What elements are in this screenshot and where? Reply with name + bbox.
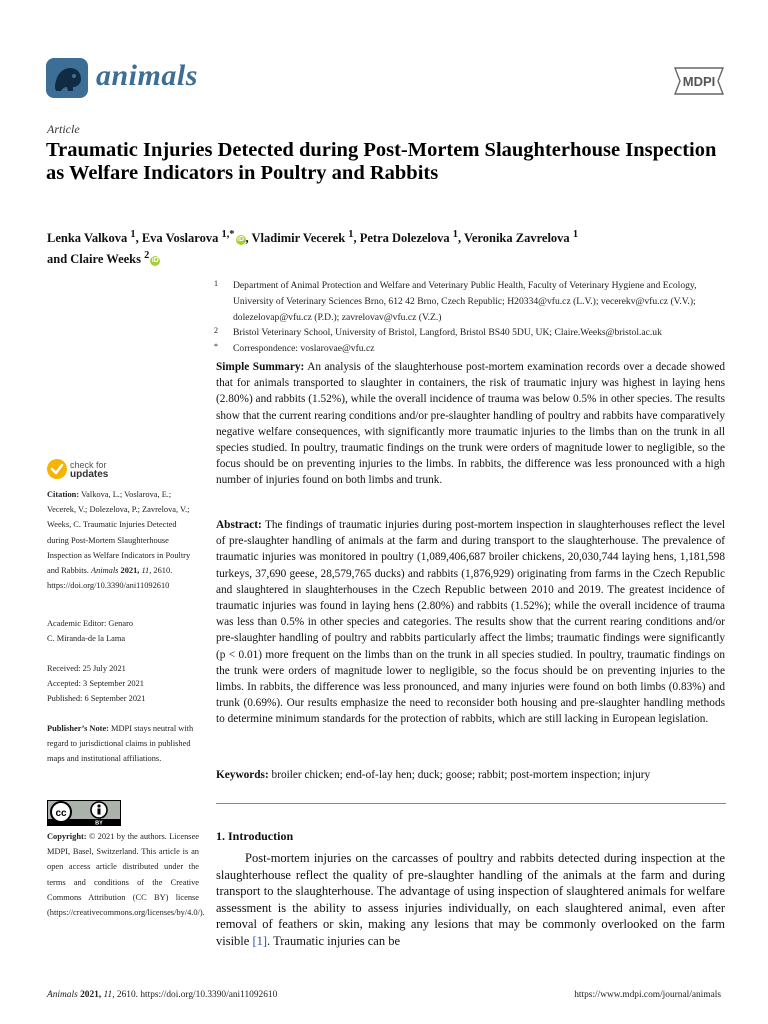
svg-text:BY: BY (95, 820, 103, 826)
published-date: Published: 6 September 2021 (47, 694, 146, 704)
received-date: Received: 25 July 2021 (47, 664, 126, 673)
author[interactable]: Vladimir Vecerek $^1$ (251, 229, 354, 246)
paper-title: Traumatic Injuries Detected during Post-Mortem Slaughterhouse Inspection as Welfare Indicators in Poultry and Rabbits (46, 139, 717, 184)
intro-heading: 1. Introduction (216, 829, 294, 843)
simple-summary (216, 359, 725, 489)
abstract (216, 517, 725, 728)
simple-summary-label: Simple Summary: (216, 361, 305, 373)
affiliation-1: 1 Department of Animal Protection and Welfare and Veterinary Public Health, Faculty of Veterinary Hygiene and Ecology, University of Veterinary Sciences Brno, 612 42 Brno, Czech Republic; H20334@vfu.cz (L.V.); vecerekv@vfu.cz (V.V.); dolezelovap@vfu.cz (P.D.); zavrelovav@vfu.cz (V.Z.) (214, 279, 697, 323)
check-updates-icon (46, 458, 68, 480)
correspondence: * Correspondence: voslarovae@vfu.cz (214, 342, 375, 355)
publication-dates (47, 661, 199, 707)
author[interactable]: Veronika Zavrelova $^1$ (464, 229, 579, 246)
citation-block: Citation: Valkova, L.; Voslarova, E.; Vecerek, V.; Dolezelova, P.; Zavrelova, V.; Weeks, C. Traumatic Injuries Detected during Post-Mortem Slaughterhouse Inspection as Welfare Indicators in Poultry and Rabbits. Animals 2021, 11, 2610. https://doi.org/10.3390/ani11092610 (47, 490, 191, 591)
article-type: Article (47, 122, 80, 136)
affiliation-2: 2 Bristol Veterinary School, University of Bristol, Langford, Bristol BS40 5DU, UK; Claire.Weeks@bristol.ac.uk (214, 326, 662, 339)
author[interactable]: and Claire Weeks $^2$ iD (47, 250, 159, 267)
simple-summary-text: An analysis of the slaughterhouse post-mortem examination records over a decade showed that for animals transported to slaughter in containers, the risk of traumatic injury was highest in laying hens (2.80%) and rabbits (1.52%), while the overall incidence of trauma was below 0.5% in other species. The results show that the current rearing conditions and/or pre-slaughter handling of poultry and rabbits have comparatively negative welfare consequences, with significantly more traumatic injuries to the limbs than on the trunk in all species studied. In poultry, traumatic findings on the trunk were orders of magnitude lower to negligible, so the focus should be on preventing injuries to the limbs. In rabbits, the difference was less pronounced with a high number of injuries found on both limbs and trunk. (216, 361, 726, 487)
intro-text: Post-mortem injuries on the carcasses of poultry and rabbits detected during inspection at the slaughterhouse reflect the quality of pre-slaughter handling of the animals at the farm and during transport to the slaughterhouse. The advantage of using inspection of slaughtered animals for welfare assessment is the ability to assess injuries individually, on each slaughtered animal, even after removal of feathers or skin, making any lesions that may be commonly overlooked on the farm visible [1]. Traumatic injuries can be (216, 851, 725, 948)
footer-doi-link[interactable]: 2610. https://doi.org/10.3390/ani11092610 (116, 990, 278, 1000)
publishers-note: Publisher’s Note: MDPI stays neutral with regard to jurisdictional claims in published maps and institutional affiliations. (47, 724, 194, 764)
keywords-text: broiler chicken; end-of-lay hen; duck; goose; rabbit; post-mortem inspection; injury (271, 769, 651, 781)
academic-editor: Academic Editor: Genaro C. Miranda-de la Lama (47, 619, 134, 644)
cc-by-license-icon[interactable] (47, 800, 121, 826)
author-list: Lenka Valkova $^1$, Eva Voslarova $^{1,*}$ iD , Vladimir Vecerek $^1$, Petra Dolezelova $^1$, Veronika Zavrelova $^1$ and Claire Weeks $^2$ iD (47, 229, 579, 267)
footer-journal-url[interactable]: https://www.mdpi.com/journal/animals (574, 990, 721, 1000)
author[interactable]: Petra Dolezelova $^1$ (359, 229, 458, 246)
copyright-notice: Copyright: © 2021 by the authors. Licensee MDPI, Basel, Switzerland. This article is an open access article distributed under the terms and conditions of the Creative Commons Attribution (CC BY) license (https://creativecommons.org/licenses/by/4.0/). (47, 832, 205, 918)
check-for-updates-button[interactable]: check for updates (46, 458, 126, 484)
author[interactable]: Eva Voslarova $^{1,*}$ iD (141, 229, 244, 246)
mdpi-logo-icon (672, 66, 726, 96)
keywords-label: Keywords: (216, 769, 269, 781)
abstract-label: Abstract: (216, 519, 262, 531)
affiliations (214, 278, 734, 357)
author[interactable]: Lenka Valkova $^1$ (47, 229, 136, 246)
section-divider (216, 803, 726, 804)
journal-name: animals (96, 59, 198, 92)
footer-citation: Animals 2021, 11, 2610. https://doi.org/10.3390/ani11092610 (47, 990, 278, 1000)
orcid-icon[interactable]: iD (151, 257, 159, 265)
publisher-name: MDPI (682, 74, 716, 89)
abstract-text: The findings of traumatic injuries during post-mortem inspection in slaughterhouses reflect the level of pre-slaughter handling of animals at the farm and during transport to the slaughterhouse. The prevalence of traumatic injuries was monitored in poultry (1,089,406,687 broiler chickens, 20,030,744 laying hens, 1,181,598 turkeys, 37,690 geese, 28,579,765 ducks) and rabbits (1,876,929) originating from farms in the Czech Republic and slaughtered in slaughterhouses in the Czech Republic between 2010 and 2019. The greatest incidence of traumatic injuries was found in laying hens (2.80%) and rabbits (1.52%); while the overall incidence of trauma was less than 0.5% in other species and categories. The results show that the current rearing conditions and/or pre-slaughter handling of poultry and rabbits particularly affect the limbs; traumatic findings were significantly (p < 0.01) more frequent on the limbs than on the trunk in all species studied. In poultry, traumatic findings on the trunk were orders of magnitude lower to negligible, so the focus should be on preventing injuries to the limbs. In rabbits, the difference was less pronounced, and many injuries were found on both limbs (0.83%) and trunk (0.69%). Our results emphasize the need to reconsider both housing and pre-slaughter handling methods to determine minimum standards for the protection of rabbits, which are still lacking in European legislation. (216, 519, 725, 726)
accepted-date: Accepted: 3 September 2021 (47, 679, 144, 689)
keywords (216, 769, 725, 781)
animals-logo-icon (46, 58, 88, 98)
citation-link[interactable]: [1] (252, 933, 268, 948)
orcid-icon[interactable]: iD (237, 236, 244, 244)
citation-doi-link[interactable]: 2610. https://doi.org/10.3390/ani11092610 (47, 566, 173, 591)
svg-text:cc: cc (55, 808, 67, 819)
